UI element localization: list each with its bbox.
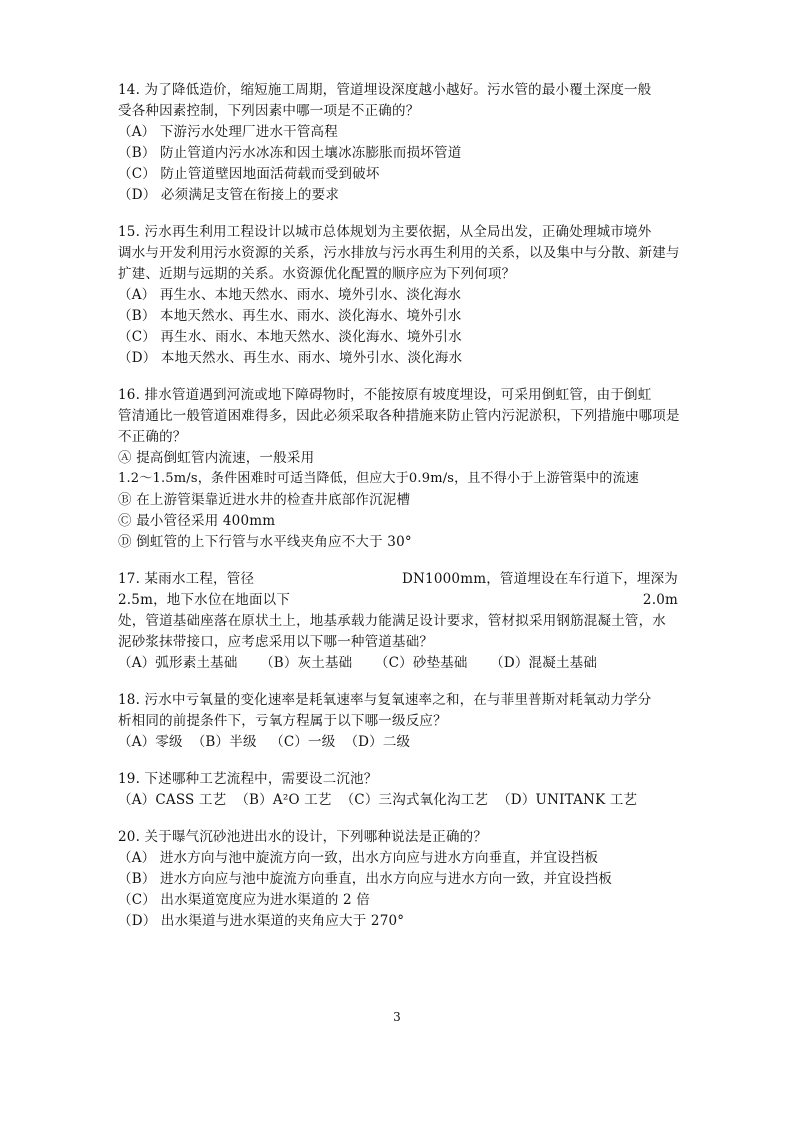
q17-stem-line-1-left: 17. 某雨水工程，管径	[118, 571, 255, 587]
q20-option-c: （C） 出水渠道宽度应为进水渠道的 2 倍	[118, 892, 370, 908]
q15-stem-line-3: 扩建、近期与远期的关系。水资源优化配置的顺序应为下列何项？	[118, 266, 516, 282]
q16-option-c: Ⓒ 最小管径采用 400mm	[118, 513, 276, 529]
q17-option-d: （D）混凝土基础	[490, 655, 598, 671]
q17-stem-line-2	[118, 590, 678, 610]
q17-option-b: （B）灰土基础	[260, 655, 353, 671]
q20-stem: 20. 关于曝气沉砂池进出水的设计，下列哪种说法是正确的？	[118, 829, 488, 845]
q16-stem-line-1: 16. 排水管道遇到河流或地下障碍物时，不能按原有坡度埋设，可采用倒虹管，由于倒虹	[118, 387, 652, 403]
q18-stem-line-2: 析相同的前提条件下，亏氧方程属于以下哪一级反应？	[118, 713, 447, 729]
q15-option-c: （C） 再生水、雨水、本地天然水、淡化海水、境外引水	[118, 329, 462, 345]
q14-option-c: （C） 防止管道壁因地面活荷载而受到破坏	[118, 166, 380, 182]
q16-option-d: Ⓓ 倒虹管的上下行管与水平线夹角应不大于 30°	[118, 534, 412, 550]
q16-stem-line-3: 不正确的？	[118, 429, 187, 445]
q20-option-a: （A） 进水方向与池中旋流方向一致，出水方向应与进水方向垂直，并宜设挡板	[118, 850, 599, 866]
q17-option-c: （C）砂垫基础	[374, 655, 468, 671]
q16-stem-line-2: 管清通比一般管道困难得多，因此必须采取各种措施来防止管内污泥淤积，下列措施中哪项是	[118, 408, 680, 424]
q19-stem: 19. 下述哪种工艺流程中，需要设二沉池？	[118, 771, 378, 787]
q15-stem-line-1: 15. 污水再生利用工程设计以城市总体规划为主要依据，从全局出发，正确处理城市境外	[118, 224, 652, 240]
q14-stem-line-1: 14. 为了降低造价，缩短施工周期，管道埋设深度越小越好。污水管的最小覆土深度一般	[118, 82, 652, 98]
q17-stem-line-3: 处，管道基础座落在原状土上，地基承载力能满足设计要求，管材拟采用钢筋混凝土管，水	[118, 613, 666, 629]
q17-stem-line-2-left: 2.5m，地下水位在地面以下	[118, 592, 291, 608]
q14-option-b: （B） 防止管道内污水冰冻和因土壤冰冻膨胀而损坏管道	[118, 145, 462, 161]
q16-option-a-continued: 1.2～1.5m/s，条件困难时可适当降低，但应大于0.9m/s，且不得小于上游管渠中的流速	[118, 471, 639, 486]
q15-option-a: （A） 再生水、本地天然水、雨水、境外引水、淡化海水	[118, 287, 462, 303]
q17-stem-line-1-right: DN1000mm，管道埋设在车行道下，埋深为	[402, 571, 678, 587]
q20-option-d: （D） 出水渠道与进水渠道的夹角应大于 270°	[118, 913, 405, 929]
q17-stem-line-4: 泥砂浆抹带接口，应考虑采用以下哪一种管道基础？	[118, 634, 434, 650]
q15-option-b: （B） 本地天然水、再生水、雨水、淡化海水、境外引水	[118, 308, 462, 324]
q17-stem-line-1	[118, 569, 678, 589]
q20-option-b: （B） 进水方向应与池中旋流方向垂直，出水方向应与进水方向一致，并宜设挡板	[118, 871, 613, 887]
q17-option-a: （A）弧形素土基础	[118, 655, 238, 671]
q18-stem-line-1: 18. 污水中亏氧量的变化速率是耗氧速率与复氧速率之和，在与菲里普斯对耗氧动力学分	[118, 692, 652, 708]
q16-option-b: Ⓑ 在上游管渠靠近进水井的检查井底部作沉泥槽	[118, 492, 411, 508]
q19-options: （A）CASS 工艺 （B）A²O 工艺 （C）三沟式氧化沟工艺 （D）UNITANK 工艺	[118, 792, 638, 808]
q14-option-a: （A） 下游污水处理厂进水干管高程	[118, 124, 338, 140]
q15-stem-line-2: 调水与开发利用污水资源的关系，污水排放与污水再生利用的关系，以及集中与分散、新建与	[118, 245, 680, 261]
page-number: 3	[393, 1010, 401, 1024]
q15-option-d: （D） 本地天然水、再生水、雨水、境外引水、淡化海水	[118, 350, 463, 366]
q14-option-d: （D） 必须满足支管在衔接上的要求	[118, 187, 340, 203]
q17-options	[118, 653, 615, 673]
q16-option-a: Ⓐ 提高倒虹管内流速，一般采用	[118, 450, 315, 466]
q14-stem-line-2: 受各种因素控制，下列因素中哪一项是不正确的？	[118, 103, 420, 119]
q18-options: （A）零级 （B）半级 （C）一级 （D）二级	[118, 734, 411, 750]
q17-stem-line-2-right: 2.0m	[642, 592, 678, 608]
